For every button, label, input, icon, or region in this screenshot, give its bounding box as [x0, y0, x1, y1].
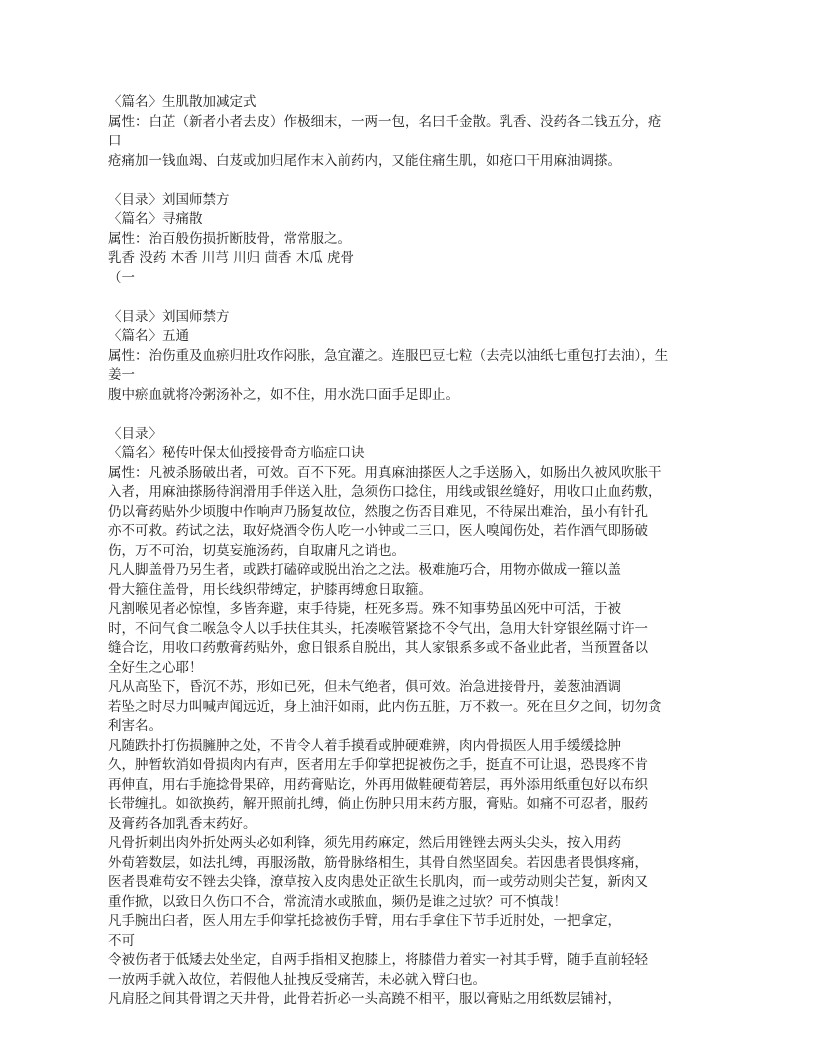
text-line: 令被伤者于低矮去处坐定，自两手指相叉抱膝上，将膝借力着实一衬其手臂，随手直前轻轻 — [108, 952, 648, 968]
text-line: 再伸直，用右手施捻骨果碎，用药膏贴讫，外再用做鞋硬荀箬层，再外添用纸重包好以布织 — [108, 776, 648, 793]
text-line: 仍以膏药贴外少顷腹中作响声乃肠复故位，然腹之伤否目难见，不待屎出难治，虽小有针孔 — [108, 503, 648, 520]
text-line: 亦不可救。药试之法，取好烧酒令伤人吃一小钟或二三口，医人嗅闻伤处，若作酒气即肠破 — [108, 523, 648, 539]
text-line: 凡割喉见者必惊惶，多皆奔避，束手待毙，枉死多焉。殊不知事势虽凶死中可活，于被 — [108, 601, 621, 617]
text-line: 外荀箬数层，如法扎缚，再服汤散，筋骨脉络相生，其骨自然坚固矣。若因患者畏惧疼痛， — [108, 854, 648, 871]
text-line: 属性：治百般伤损折断肢骨，常常服之。 — [108, 230, 351, 247]
text-line: 〈篇名〉生肌散加减定式 — [108, 94, 257, 110]
text-line: （一 — [108, 269, 135, 286]
text-line: 凡随跌扑打伤损臃肿之处，不肯令人着手摸看或肿硬难辨，肉内骨损医人用手缓缓捻肿 — [108, 737, 621, 754]
text-line: 〈篇名〉寻痛散 — [108, 211, 203, 227]
text-line: 一放两手就入故位，若假他人扯拽反受痛苦，未必就入臂臼也。 — [108, 971, 486, 988]
text-line: 入者，用麻油搽肠待润滑用手伴送入肚，急须伤口捻住，用线或银丝缝好，用收口止血药敷， — [108, 484, 662, 500]
text-line: 疮痛加一钱血竭、白芨或加归尾作末入前药内，又能住痛生肌，如疮口干用麻油调搽。 — [108, 152, 621, 169]
text-line: 属性：治伤重及血瘀归肚攻作闷胀，急宜灌之。连服巴豆七粒（去壳以油纸七重包打去油），生 — [108, 347, 669, 364]
text-line: 缝合讫，用收口药敷膏药贴外，愈日银系自脱出，其人家银系多或不备业此者，当预置备以 — [108, 640, 648, 656]
text-line: 全好生之心耶！ — [108, 659, 203, 676]
text-line: 姜一 — [108, 367, 135, 383]
text-line: 腹中瘀血就将冷粥汤补之，如不住，用水洗口面手足即止。 — [108, 386, 459, 403]
text-line: 久，肿暂软消如骨损肉内有声，医者用左手仰掌把捉被伤之手，挺直不可让退，恐畏疼不肯 — [108, 757, 648, 773]
text-line: 不可 — [108, 932, 135, 949]
text-line: 骨大箍住盖骨，用长线织带缚定，护膝再缚愈日取箍。 — [108, 581, 432, 598]
text-line: 及膏药各加乳香末药好。 — [108, 815, 257, 832]
text-line: 〈篇名〉五通 — [108, 328, 189, 344]
text-line: 伤，万不可治，切莫妄施汤药，自取庸凡之诮也。 — [108, 542, 405, 559]
text-line: 〈篇名〉秘传叶保太仙授接骨奇方临症口诀 — [108, 445, 365, 461]
text-line: 凡肩胫之间其骨谓之天井骨，此骨若折必一头高蹺不相平，服以膏贴之用纸数层铺衬， — [108, 991, 621, 1007]
text-line: 医者畏难苟安不锉去尖锋，潦草按入皮肉患处正欲生长肌肉，而一或劳动则尖芒复，新肉又 — [108, 874, 648, 890]
text-line: 〈目录〉刘国师禁方 — [108, 191, 230, 208]
text-line: 重作掀，以致日久伤口不合，常流清水或脓血，频仍是谁之过欤？可不慎哉！ — [108, 893, 567, 910]
blank-line — [108, 171, 728, 191]
text-line: 乳香 没药 木香 川芎 川归 茴香 木瓜 虎骨 — [108, 250, 355, 266]
text-line: 口 — [108, 133, 122, 149]
document-page — [108, 93, 728, 1010]
text-line: 若坠之时尽力叫喊声闻远近，身上油汗如雨，此内伤五脏，万不救一。死在旦夕之间，切勿贪 — [108, 698, 662, 715]
blank-line — [108, 288, 728, 308]
text-line: 属性：凡被杀肠破出者，可效。百不下死。用真麻油搽医人之手送肠入，如肠出久被风吹胀干 — [108, 464, 662, 481]
text-line: 凡人脚盖骨乃另生者，或跌打磕碎或脱出治之之法。极难施巧合，用物亦做成一箍以盖 — [108, 562, 621, 578]
text-line: 〈目录〉 — [108, 425, 162, 442]
text-line: 长带缠扎。如欲换药，解开照前扎缚，倘止伤肿只用末药方服，膏贴。如痛不可忍者，服药 — [108, 796, 648, 812]
blank-line — [108, 405, 728, 425]
text-line: 凡从高坠下，昏沉不苏，形如已死，但未气绝者，俱可效。治急进接骨丹，姜葱油酒调 — [108, 679, 621, 695]
text-line: 〈目录〉刘国师禁方 — [108, 308, 230, 325]
text-line: 凡骨折刺出肉外折处两头必如利锋，须先用药麻定，然后用锉锉去两头尖头，按入用药 — [108, 835, 621, 851]
text-line: 利害名。 — [108, 718, 162, 734]
text-line: 凡手腕出臼者，医人用左手仰掌托捻被伤手臂，用右手拿住下节手近肘处，一把拿定， — [108, 913, 621, 929]
text-line: 属性：白芷（新者小者去皮）作极细末，一两一包，名曰千金散。乳香、没药各二钱五分，疮 — [108, 113, 662, 130]
text-line: 时，不问气食二喉急令人以手扶住其头，托凑喉管紧捻不令气出，急用大针穿银丝隔寸许一 — [108, 620, 648, 637]
